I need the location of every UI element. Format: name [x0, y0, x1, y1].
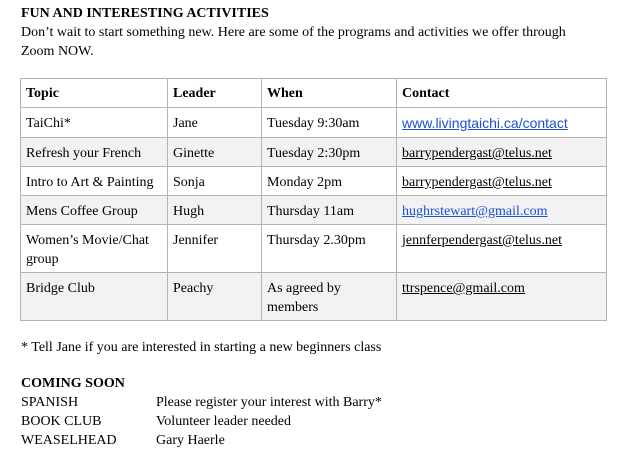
cell-contact — [397, 167, 607, 196]
footnote: * Tell Jane if you are interested in starting a new beginners class — [21, 340, 382, 355]
coming-soon-note: Volunteer leader needed — [156, 414, 292, 429]
cell-contact — [397, 108, 607, 138]
contact-link[interactable]: hughrstewart@gmail.com — [402, 204, 548, 219]
header-contact: Contact — [397, 79, 607, 108]
coming-soon-note: Please register your interest with Barry* — [156, 395, 382, 410]
cell-leader: Hugh — [168, 196, 262, 225]
cell-leader: Sonja — [168, 167, 262, 196]
table-row — [21, 225, 607, 273]
coming-soon-title: COMING SOON — [21, 376, 125, 391]
contact-link[interactable]: www.livingtaichi.ca/contact — [402, 115, 568, 131]
coming-soon-name: SPANISH — [21, 395, 79, 410]
cell-topic: Refresh your French — [21, 138, 168, 167]
cell-when: Thursday 11am — [262, 196, 397, 225]
cell-leader: Peachy — [168, 273, 262, 321]
cell-contact — [397, 196, 607, 225]
table-header-row — [21, 79, 607, 108]
cell-topic: Mens Coffee Group — [21, 196, 168, 225]
cell-contact — [397, 273, 607, 321]
cell-topic: Women’s Movie/Chat group — [21, 225, 168, 273]
cell-leader: Ginette — [168, 138, 262, 167]
cell-topic: TaiChi* — [21, 108, 168, 138]
cell-when: As agreed by members — [262, 273, 397, 321]
cell-topic: Intro to Art & Painting — [21, 167, 168, 196]
table-row — [21, 108, 607, 138]
table-row — [21, 196, 607, 225]
coming-soon-name: BOOK CLUB — [21, 414, 102, 429]
table-row — [21, 167, 607, 196]
table-row — [21, 273, 607, 321]
header-leader: Leader — [168, 79, 262, 108]
cell-contact — [397, 138, 607, 167]
page-title: FUN AND INTERESTING ACTIVITIES — [21, 6, 269, 21]
contact-email[interactable]: jennferpendergast@telus.net — [402, 233, 562, 248]
cell-topic: Bridge Club — [21, 273, 168, 321]
cell-when: Tuesday 2:30pm — [262, 138, 397, 167]
cell-when: Monday 2pm — [262, 167, 397, 196]
cell-when: Thursday 2.30pm — [262, 225, 397, 273]
header-when: When — [262, 79, 397, 108]
activities-table — [20, 78, 607, 321]
contact-email[interactable]: barrypendergast@telus.net — [402, 146, 552, 161]
header-topic: Topic — [21, 79, 168, 108]
cell-contact — [397, 225, 607, 273]
table-row — [21, 138, 607, 167]
cell-leader: Jennifer — [168, 225, 262, 273]
coming-soon-note: Gary Haerle — [156, 433, 225, 448]
coming-soon-name: WEASELHEAD — [21, 433, 117, 448]
intro-text: Don’t wait to start something new. Here are some of the programs and activities we offer through Zoom NOW. — [21, 25, 566, 59]
contact-email[interactable]: barrypendergast@telus.net — [402, 175, 552, 190]
cell-leader: Jane — [168, 108, 262, 138]
cell-when: Tuesday 9:30am — [262, 108, 397, 138]
contact-email[interactable]: ttrspence@gmail.com — [402, 281, 525, 296]
